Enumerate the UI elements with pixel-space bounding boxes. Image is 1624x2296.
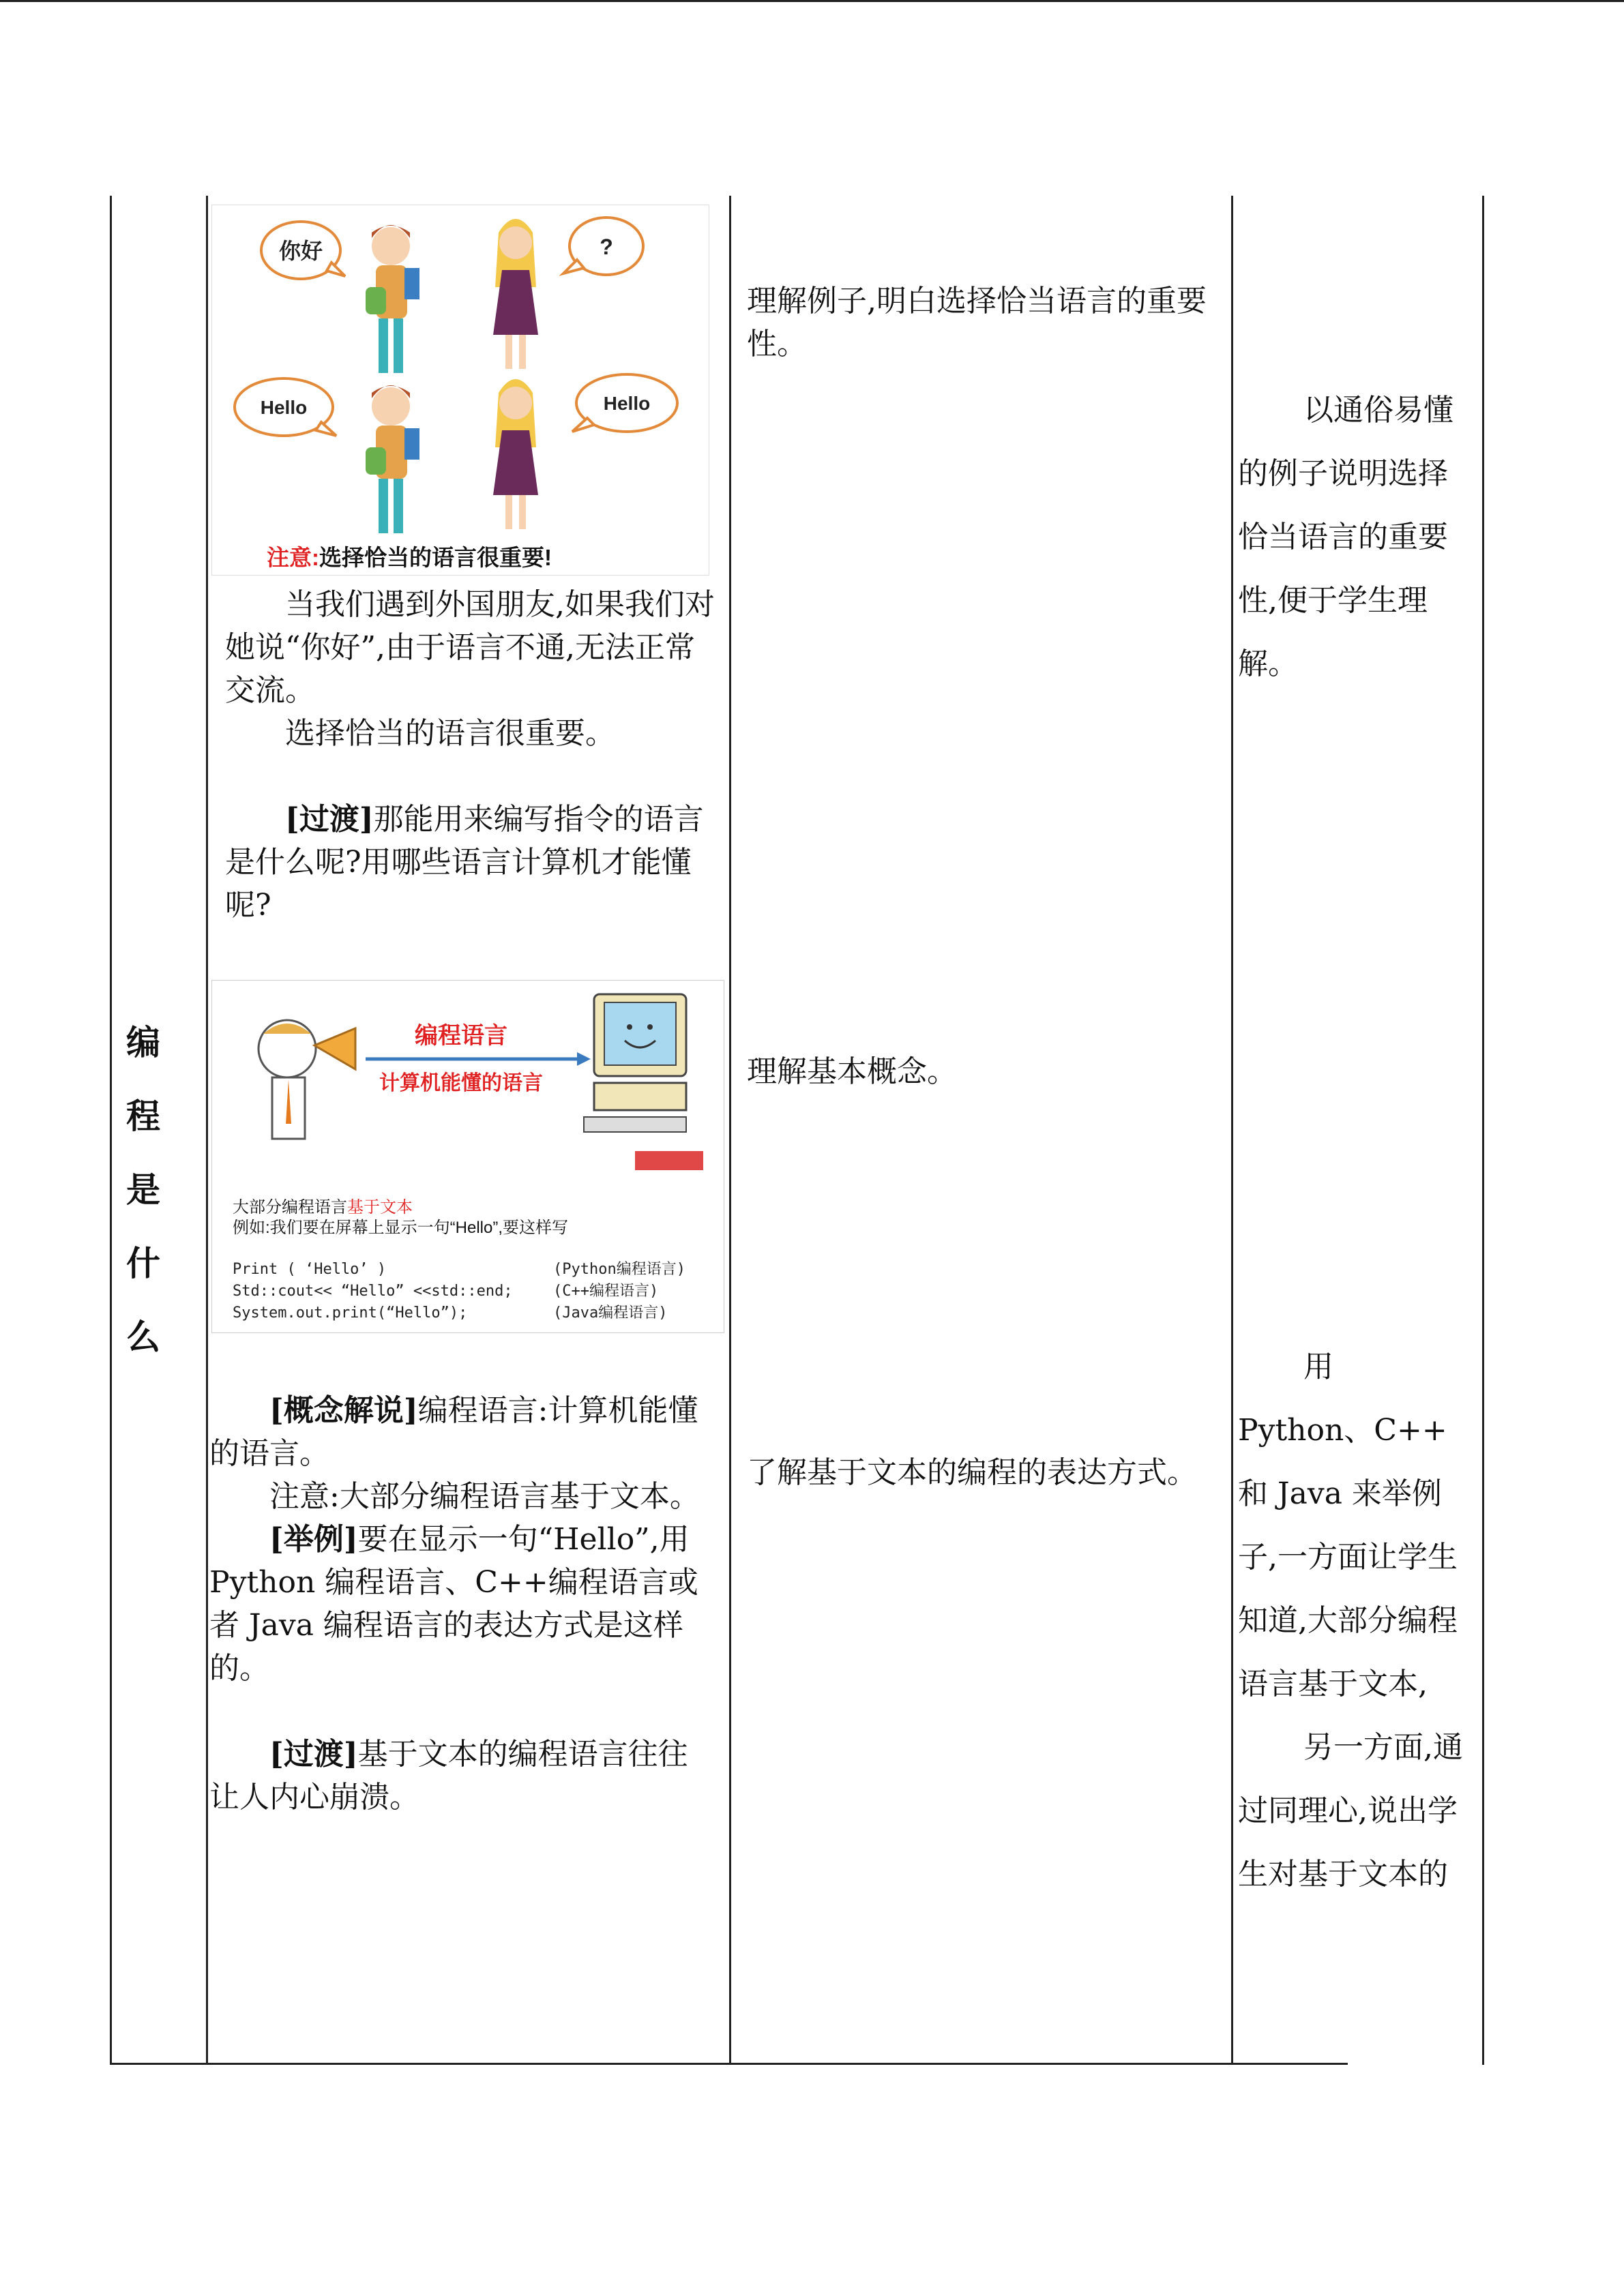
topic-char: 是	[126, 1170, 160, 1210]
topic-char: 什	[126, 1244, 160, 1283]
tag-label: [过渡]	[285, 802, 374, 837]
blonde-girl-figure-icon	[493, 219, 538, 369]
paragraph: [举例]要在显示一句“Hello”,用 Python 编程语言、C++编程语言或者 Java 编程语言的表达方式是这样的。	[209, 1522, 698, 1686]
table-border-left	[110, 196, 112, 2065]
bubble-text: 你好	[278, 239, 323, 263]
tag-label: [举例]	[269, 1522, 358, 1557]
bubble-text: Hello	[603, 393, 651, 414]
code-language: (Python编程语言)	[553, 1261, 685, 1278]
girl-figure-icon	[366, 385, 419, 533]
topic-label	[120, 1006, 166, 1374]
design-intent-2: 用 Python、C++ 和 Java 来举例子,一方面让学生知道,大部分编程语言基于文本, 另一方面,通过同理心,说出学生对基于文本的	[1238, 1350, 1463, 1892]
topic-char: 程	[126, 1097, 160, 1136]
paragraph: 当我们遇到外国朋友,如果我们对她说“你好”,由于语言不通,无法正常交流。	[225, 587, 715, 708]
student-activity-3: 了解基于文本的编程的表达方式。	[747, 1455, 1197, 1490]
design-intent-1: 以通俗易懂的例子说明选择恰当语言的重要性,便于学生理解。	[1238, 393, 1453, 681]
arrow-label-bottom: 计算机能懂的语言	[379, 1072, 543, 1094]
bubble-text: ?	[600, 235, 613, 259]
table-border-col3	[1231, 196, 1233, 2065]
tag-label: [过渡]	[269, 1737, 358, 1772]
student-activity-2: 理解基本概念。	[747, 1054, 957, 1089]
table-border-col2	[729, 196, 731, 2065]
student-activity-1: 理解例子,明白选择恰当语言的重要性。	[747, 284, 1207, 361]
tag-label: [概念解说]	[269, 1393, 418, 1428]
paragraph: 选择恰当的语言很重要。	[285, 716, 615, 751]
table-border-col1	[206, 196, 208, 2065]
caption-line: 大部分编程语言基于文本	[233, 1198, 413, 1217]
paragraph: 注意:大部分编程语言基于文本。	[269, 1479, 700, 1514]
paragraph: [过渡]基于文本的编程语言往往让人内心崩溃。	[209, 1737, 688, 1815]
code-language: (C++编程语言)	[553, 1283, 659, 1300]
programming-language-illustration	[211, 980, 724, 1333]
illustration-caption: 注意:选择恰当的语言很重要!	[267, 545, 552, 570]
lesson-text-2	[209, 1389, 714, 1819]
caption-line: 例如:我们要在屏幕上显示一句“Hello”,要这样写	[233, 1219, 569, 1237]
table-border-bottom	[110, 2063, 1348, 2065]
code-line: Std::cout<< “Hello” <<std::end;	[233, 1283, 513, 1300]
code-language: (Java编程语言)	[553, 1304, 668, 1322]
arrow-head-icon	[577, 1052, 591, 1066]
arrow-label-top: 编程语言	[415, 1023, 507, 1049]
page-top-border	[0, 0, 1624, 2]
bubble-text: Hello	[260, 397, 308, 418]
language-illustration	[211, 205, 709, 576]
lesson-text-1	[225, 583, 716, 927]
code-line: System.out.print(“Hello”);	[233, 1304, 468, 1322]
topic-char: 编	[126, 1023, 160, 1062]
paragraph: [概念解说]编程语言:计算机能懂的语言。	[209, 1393, 698, 1471]
computer-icon	[584, 994, 703, 1170]
person-megaphone-icon	[259, 1020, 355, 1139]
girl-figure-icon	[366, 225, 419, 373]
paragraph: [过渡]那能用来编写指令的语言是什么呢?用哪些语言计算机才能懂呢?	[225, 802, 704, 923]
blonde-girl-figure-icon	[493, 379, 538, 529]
code-line: Print ( ‘Hello’ )	[233, 1261, 387, 1278]
table-border-right	[1482, 196, 1484, 2065]
topic-char: 么	[126, 1317, 160, 1357]
